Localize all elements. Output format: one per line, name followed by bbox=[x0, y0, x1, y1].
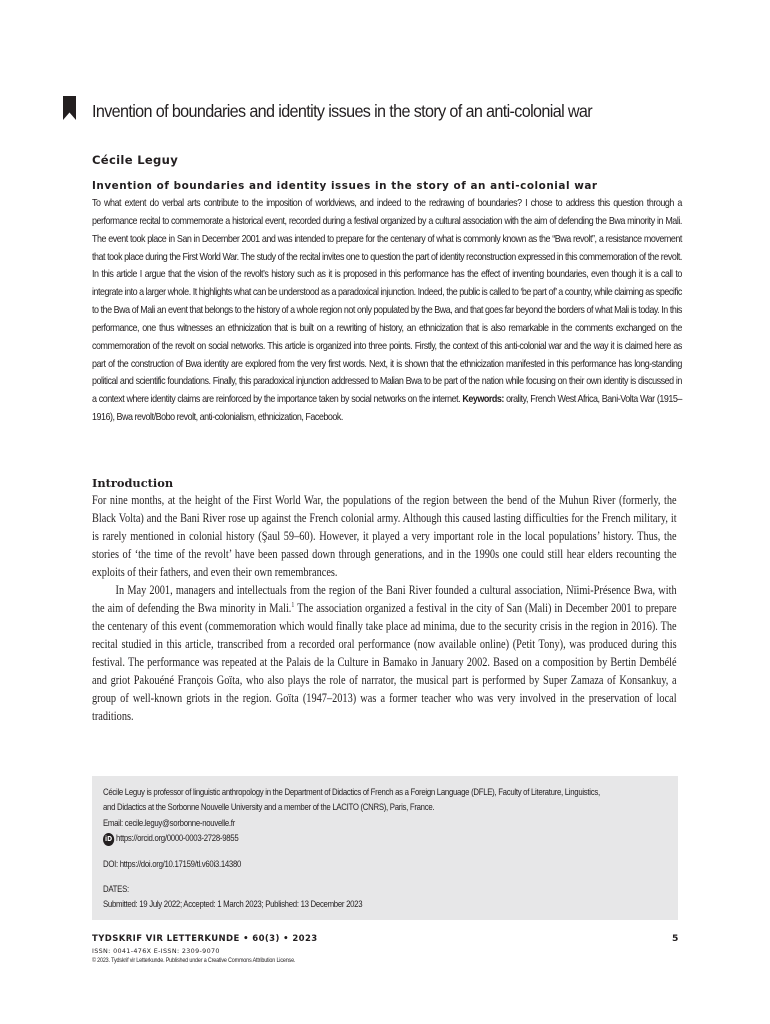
keywords-text: orality, French West Africa, Bani-Volta War (1915–1916), Bwa revolt/Bobo revolt, anti-colonialism, ethnicization, Facebook. bbox=[92, 394, 682, 424]
orcid-row bbox=[103, 831, 662, 846]
abstract bbox=[92, 195, 682, 427]
doi-link[interactable]: DOI: https://doi.org/10.17159/tl.v60i3.14380 bbox=[103, 858, 242, 869]
paragraph-text: The association organized a festival in the city of San (Mali) in December 2001 to prepare the centenary of this event (commemoration which would finally take place ad minima, due to the security crisis in the region in 2016). The recital studied in this article, transcribed from a recorded oral performance (now available online) (Petit Tony), was produced during this festival. The performance was repeated at the Palais de la Culture in Bamako in January 2002. Based on a composition by Bertin Dembélé and griot Pakouéné François Goïta, who also plays the role of narrator, the musical part is performed by Super Zamaza of Konsankuy, a group of well-known griots in the region. Goïta (1947–2013) was a former teacher who was very involved in the preservation of local traditions. bbox=[92, 601, 677, 723]
author-info-box bbox=[92, 776, 678, 920]
abstract-heading: Invention of boundaries and identity issues in the story of an anti-colonial war bbox=[92, 180, 598, 192]
dates-label: DATES: bbox=[103, 884, 129, 895]
issn: ISSN: 0041-476X E-ISSN: 2309-9070 bbox=[92, 947, 220, 955]
license-note: © 2023. Tydskrif vir Letterkunde. Published under a Creative Commons Attribution License. bbox=[92, 957, 296, 964]
bookmark-flag-icon bbox=[63, 96, 76, 120]
abstract-text: To what extent do verbal arts contribute to the imposition of worldviews, and indeed to the redrawing of boundaries? I chose to address this question through a performance recital to commemorate a historical event, recorded during a festival organized by a cultural association with the aim of defending the Bwa minority in Mali. The event took place in San in December 2001 and was intended to prepare for the centenary of what is commonly known as the “Bwa revolt”, a resistance movement that took place during the First World War. The study of the recital invites one to question the part of identity reconstruction expressed in this commemoration of the revolt. In this article I argue that the vision of the revolt’s history such as it is proposed in this performance has the effect of inventing boundaries, even though it is a call to integrate into a larger whole. It highlights what can be understood as a paradoxical injunction. Indeed, the public is called to ‘be part of’ a country, while claiming as specific to the Bwa of Mali an event that belongs to the history of a whole region not only populated by the Bwa, and that goes far beyond the borders of what Mali is today. In this performance, one thus witnesses an ethnicization that is built on a rewriting of history, an ethnicization that is also remarkable in the comments exchanged on the commemoration of the revolt on social networks. This article is organized into three points. Firstly, the context of this anti-colonial war and the way it is claimed here as part of the construction of Bwa identity are explored from the very first words. Next, it is shown that the ethnicization manifested in this performance has long-standing political and scientific foundations. Finally, this paradoxical injunction addressed to Malian Bwa to be part of the nation while focusing on their own identity is discussed in a context where identity claims are reinforced by the importance taken by social networks on the internet. bbox=[92, 198, 682, 406]
footnote-marker[interactable]: 1 bbox=[291, 600, 295, 609]
author-email[interactable]: Email: cecile.leguy@sorbonne-nouvelle.fr bbox=[103, 817, 235, 828]
orcid-link[interactable]: https://orcid.org/0000-0003-2728-9855 bbox=[116, 833, 239, 844]
keywords-label: Keywords: bbox=[462, 394, 504, 406]
introduction-body bbox=[92, 491, 677, 725]
journal-name: TYDSKRIF VIR LETTERKUNDE • 60(3) • 2023 bbox=[92, 934, 318, 944]
paragraph bbox=[92, 581, 677, 725]
introduction-heading: Introduction bbox=[92, 476, 174, 490]
author-name: Cécile Leguy bbox=[92, 153, 179, 167]
page-number: 5 bbox=[672, 933, 679, 944]
dates: Submitted: 19 July 2022; Accepted: 1 March 2023; Published: 13 December 2023 bbox=[103, 899, 363, 910]
author-bio: and Didactics at the Sorbonne Nouvelle University and a member of the LACITO (CNRS), Paris, France. bbox=[103, 802, 435, 813]
author-bio: Cécile Leguy is professor of linguistic anthropology in the Department of Didactics of French as a Foreign Language (DFLE), Faculty of Literature, Linguistics, bbox=[103, 787, 600, 797]
orcid-icon: iD bbox=[103, 833, 114, 846]
article-title: Invention of boundaries and identity issues in the story of an anti-colonial war bbox=[92, 101, 593, 121]
paragraph-text: In May 2001, managers and intellectuals from the region of the Bani River founded a cultural association, Nïimi-Présence Bwa, with the aim of defending the Bwa minority in Mali. bbox=[92, 583, 677, 615]
paragraph: For nine months, at the height of the First World War, the populations of the region between the bend of the Muhun River (formerly, the Black Volta) and the Bani River rose up against the French colonial army. Although this caused lasting difficulties for the French military, it is rarely mentioned in colonial history (Şaul 59–60). However, it played a very important role in the local populations’ history. Thus, the stories of ‘the time of the revolt’ have been passed down through generations, and in the 1990s one could still hear elders recounting the exploits of their fathers, and even their own remembrances. bbox=[92, 493, 677, 579]
author-info-content bbox=[103, 785, 662, 913]
